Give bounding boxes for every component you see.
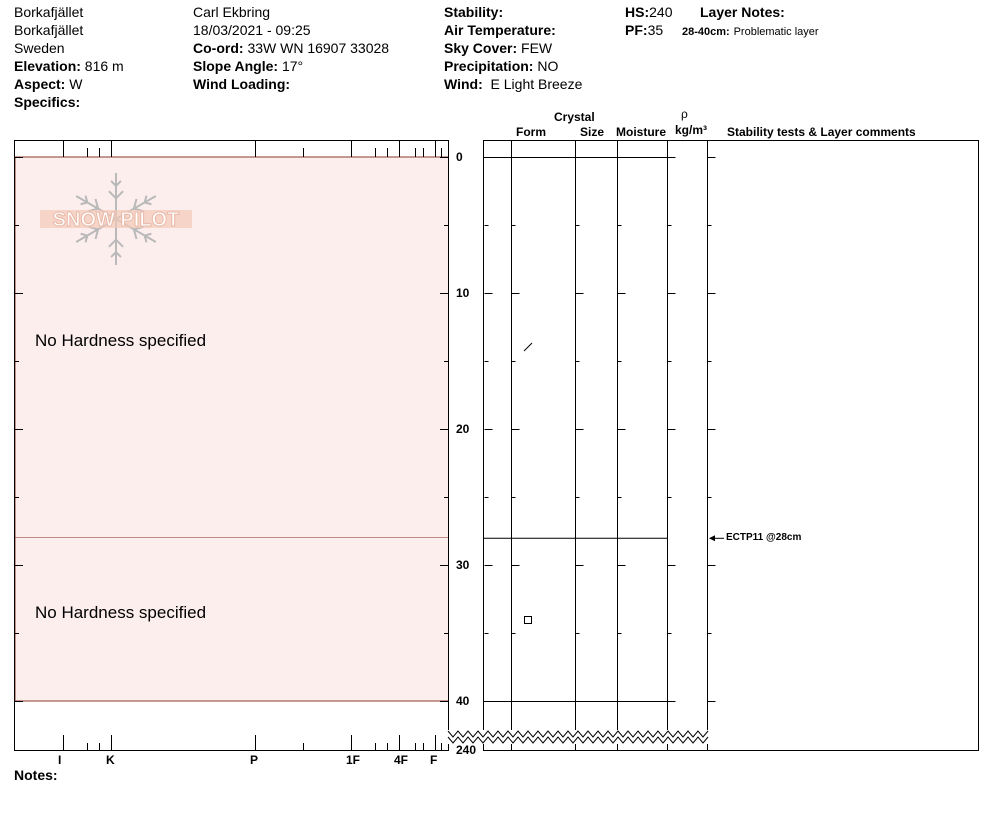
depth-label-20: 20 xyxy=(456,422,470,436)
form-symbol-layer-2 xyxy=(525,617,532,624)
precip-label: Precipitation: xyxy=(444,58,534,74)
pf-label: PF: xyxy=(625,22,648,38)
depth-label-0: 0 xyxy=(456,150,463,164)
crystal-header: Crystal xyxy=(554,110,595,124)
hardness-label-i: I xyxy=(58,753,62,767)
observation-datetime: 18/03/2021 - 09:25 xyxy=(193,22,311,38)
aspect-label: Aspect: xyxy=(14,76,66,92)
coord-value: 33W WN 16907 33028 xyxy=(247,40,390,56)
notes-label: Notes: xyxy=(14,767,58,783)
rho-header: ρ xyxy=(681,107,688,121)
stability-comments-header: Stability tests & Layer comments xyxy=(727,125,916,139)
crystal-panel-frame xyxy=(484,141,979,751)
wind-value: E Light Breeze xyxy=(490,76,583,92)
coord-label: Co-ord: xyxy=(193,40,244,56)
depth-label-30: 30 xyxy=(456,558,470,572)
hardness-label-f: F xyxy=(430,753,438,767)
specifics-label: Specifics: xyxy=(14,94,81,110)
form-header: Form xyxy=(516,125,546,139)
depth-label-10: 10 xyxy=(456,286,470,300)
wind-loading-label: Wind Loading: xyxy=(193,76,291,92)
form-symbol-layer-1 xyxy=(524,343,532,351)
location-name: Borkafjället xyxy=(14,4,84,20)
moisture-header: Moisture xyxy=(616,125,667,139)
observer-name: Carl Ekbring xyxy=(193,4,271,20)
stability-test-comment: ECTP11 @28cm xyxy=(726,532,802,543)
pf-value: 35 xyxy=(647,22,664,38)
layer-notes-label: Layer Notes: xyxy=(700,4,785,20)
depth-label-40: 40 xyxy=(456,694,470,708)
layer-2-hardness: No Hardness specified xyxy=(35,603,207,622)
depth-label-240: 240 xyxy=(456,743,477,757)
wind-label: Wind: xyxy=(444,76,483,92)
stability-label: Stability: xyxy=(444,4,504,20)
layer-note-text: Problematic layer xyxy=(733,26,819,38)
hardness-label-4f: 4F xyxy=(394,753,409,767)
layer-1-hardness: No Hardness specified xyxy=(35,331,207,350)
elevation-label: Elevation: xyxy=(14,58,81,74)
air-temp-label: Air Temperature: xyxy=(444,22,556,38)
sky-cover-label: Sky Cover: xyxy=(444,40,518,56)
hs-value: 240 xyxy=(649,4,673,20)
hardness-label-p: P xyxy=(250,753,259,767)
hardness-label-1f: 1F xyxy=(346,753,361,767)
aspect-value: W xyxy=(69,76,83,92)
slope-value: 17° xyxy=(281,58,304,74)
slope-label: Slope Angle: xyxy=(193,58,279,74)
location-region: Borkafjället xyxy=(14,22,84,38)
sky-cover-value: FEW xyxy=(521,40,553,56)
stability-test-arrow-head xyxy=(709,535,715,541)
size-header: Size xyxy=(580,125,605,139)
hs-label: HS: xyxy=(625,4,650,20)
hardness-label-k: K xyxy=(106,753,115,767)
precip-value: NO xyxy=(537,58,559,74)
watermark-text: SNOW PILOT xyxy=(52,209,180,231)
density-unit-header: kg/m³ xyxy=(675,123,708,137)
layer-note-range: 28-40cm: xyxy=(682,26,730,38)
location-country: Sweden xyxy=(14,40,65,56)
elevation-value: 816 m xyxy=(84,58,124,74)
